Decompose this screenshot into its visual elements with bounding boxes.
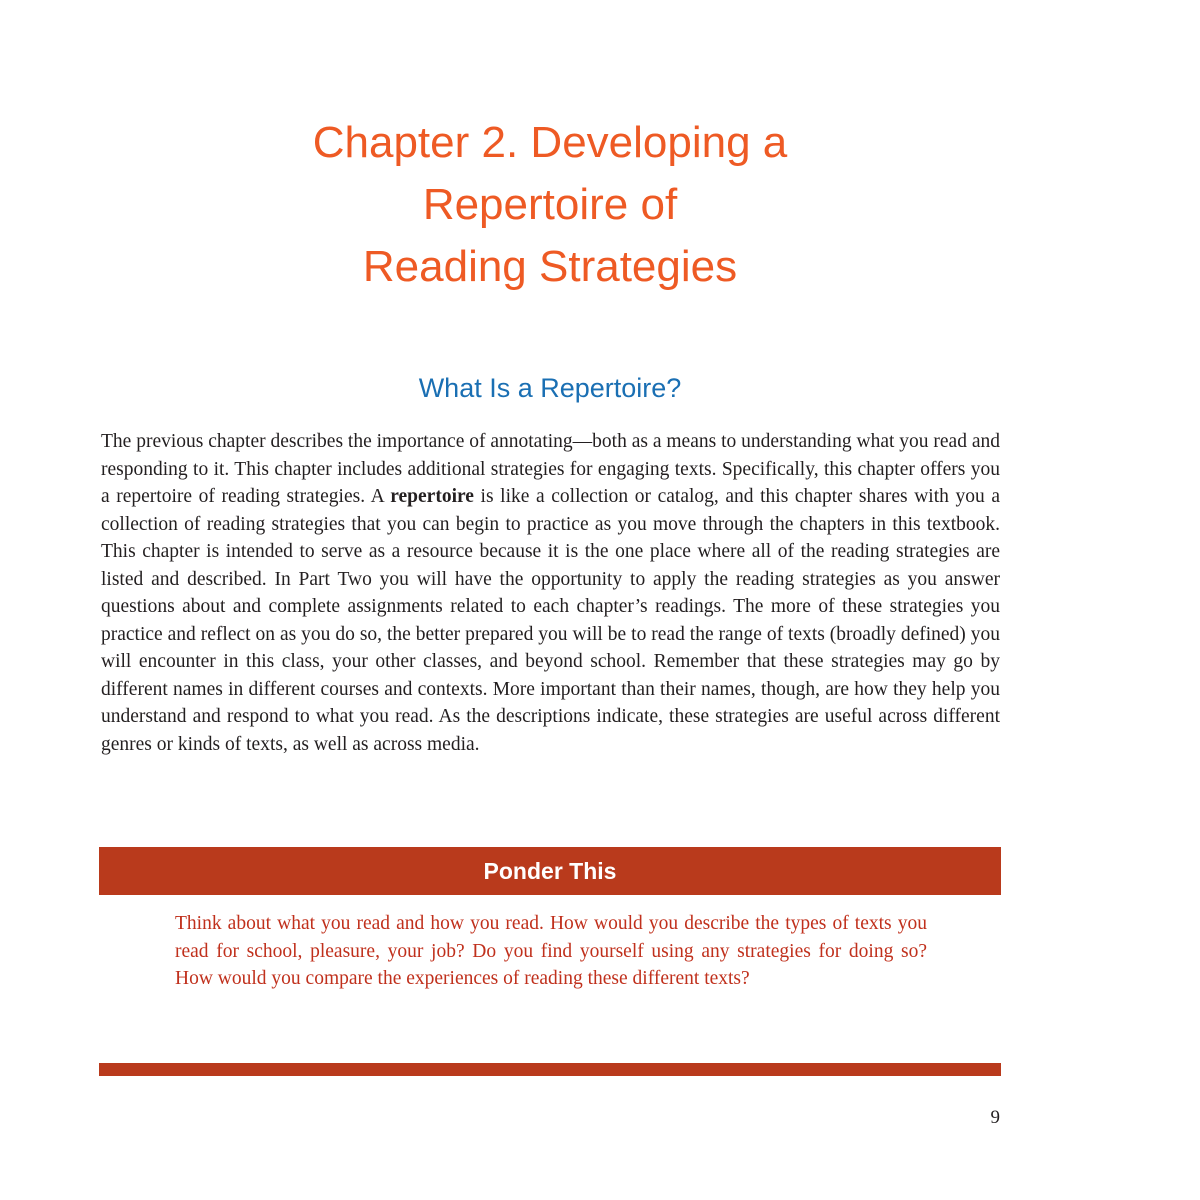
ponder-this-heading: Ponder This <box>483 857 617 884</box>
body-paragraph <box>101 428 1000 758</box>
chapter-title-line-1: Chapter 2. Developing a <box>312 118 788 167</box>
chapter-title-line-3: Reading Strategies <box>362 242 738 291</box>
chapter-title-line-2: Repertoire of <box>422 180 678 229</box>
page-number: 9 <box>990 1107 1000 1128</box>
key-term: repertoire <box>390 486 474 507</box>
ponder-this-text: Think about what you read and how you read. How would you describe the types of texts you read for school, pleasure, your job? Do you find yourself using any strategies for doing so? How would you compare the experiences of reading these different texts? <box>175 913 927 989</box>
section-heading: What Is a Repertoire? <box>418 373 682 403</box>
ponder-this-banner <box>99 847 1001 895</box>
chapter-title <box>250 112 850 298</box>
body-text-part-1: The previous chapter describes the importance of annotating—both as a means to understanding what you read and responding to it. This chapter includes additional strategies for engaging texts. Specifically, this chapter offers you a repertoire of reading strategies. A <box>101 431 1000 507</box>
ponder-bottom-rule <box>99 1063 1001 1076</box>
body-text-part-2: is like a collection or catalog, and this chapter shares with you a collection of reading strategies that you can begin to practice as you move through the chapters in this textbook. This chapter is intended to serve as a resource because it is the one place where all of the reading strategies are listed and described. In Part Two you will have the opportunity to apply the reading strategies as you answer questions about and complete assignments related to each chapter’s readings. The more of these strategies you practice and reflect on as you do so, the better prepared you will be to read the range of texts (broadly defined) you will encounter in this class, your other classes, and beyond school. Remember that these strategies may go by different names in different courses and contexts. More important than their names, though, are how they help you understand and respond to what you read. As the descriptions indicate, these strategies are useful across different genres or kinds of texts, as well as across media. <box>101 486 1000 755</box>
